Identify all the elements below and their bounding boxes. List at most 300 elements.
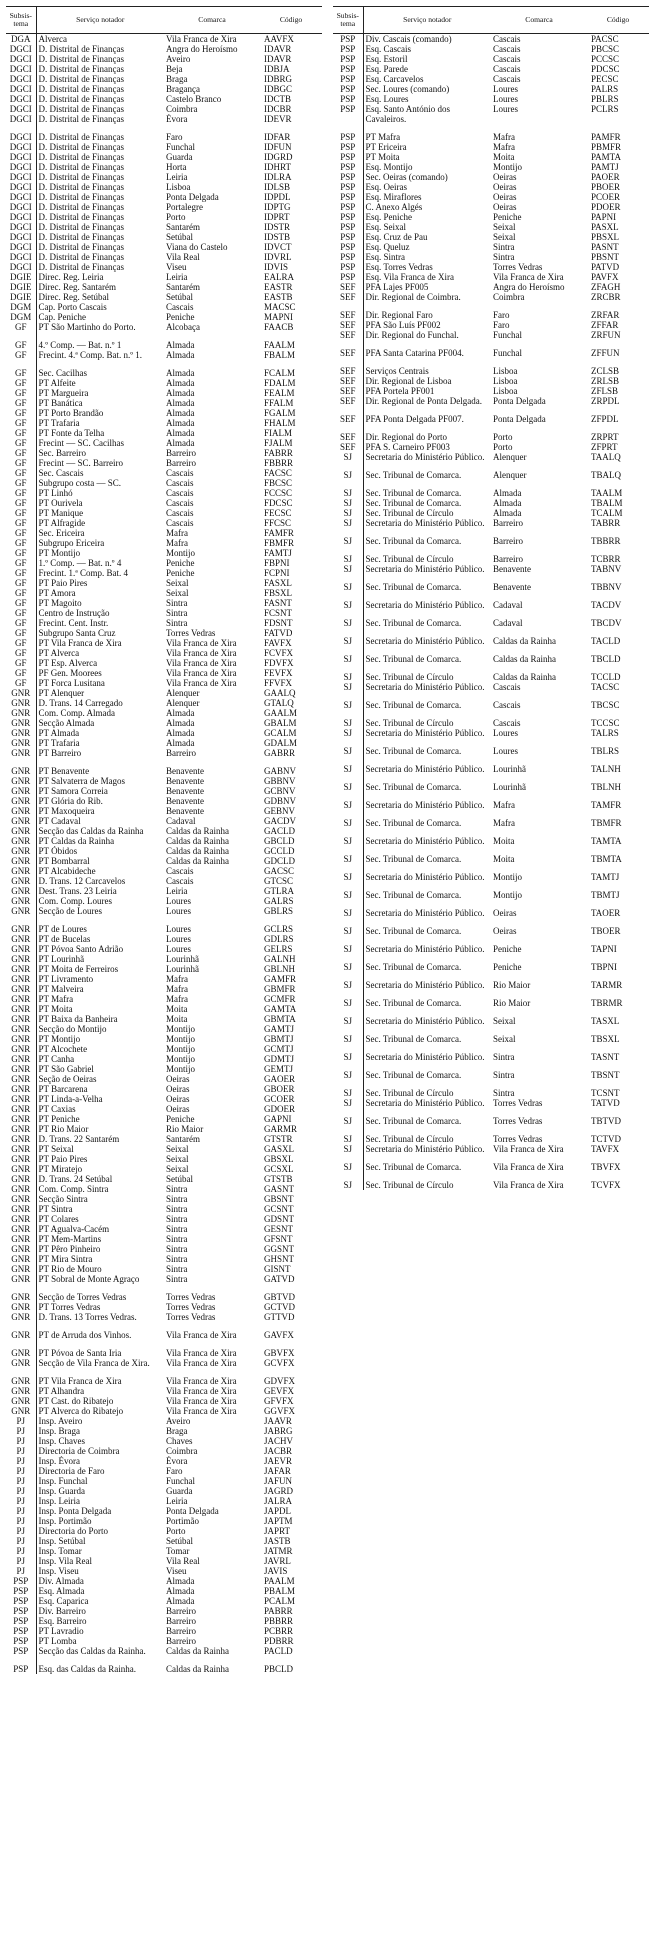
comarca-cell: Torres Vedras <box>493 262 543 272</box>
table-row <box>6 1302 322 1312</box>
subsistema-cell: DGCI <box>6 262 36 272</box>
subsistema-cell: DGCI <box>6 172 36 182</box>
servico-cell: PFA Ponta Delgada PF007. <box>365 414 464 424</box>
servico-cell: D. Distrital de Finanças <box>38 84 124 94</box>
servico-cell: Subgrupo Ericeira <box>38 538 105 548</box>
table-row <box>333 610 649 628</box>
subsistema-cell: SJ <box>333 692 363 710</box>
subsistema-cell: SEF <box>333 330 363 340</box>
comarca-cell: Sintra <box>166 1264 188 1274</box>
table-row <box>333 1080 649 1098</box>
subsistema-cell: SJ <box>333 546 363 564</box>
comarca-cell: Angra do Heroísmo <box>493 282 565 292</box>
servico-cell: Sec. Ericeira <box>38 528 85 538</box>
codigo-cell: ZRCBR <box>591 292 621 302</box>
table-row <box>333 1126 649 1144</box>
servico-cell: Secção Almada <box>38 718 95 728</box>
servico-cell: Dir. Regional de Lisboa <box>365 376 452 386</box>
table-row <box>333 882 649 900</box>
comarca-cell: Peniche <box>166 568 195 578</box>
codigo-cell: GCCLD <box>264 846 295 856</box>
table-row <box>333 222 649 232</box>
subsistema-cell: GNR <box>6 1224 36 1234</box>
codigo-cell: FAMFR <box>264 528 294 538</box>
subsistema-cell: GNR <box>6 1386 36 1396</box>
codigo-cell: GCLRS <box>264 924 294 934</box>
subsistema-cell: SJ <box>333 646 363 664</box>
codigo-cell: GABRR <box>264 748 296 758</box>
servico-cell: Frecint — SC. Cacilhas <box>38 438 124 448</box>
table-row <box>6 282 322 292</box>
table-row <box>6 152 322 162</box>
comarca-cell: Vila Franca de Xira <box>493 272 564 282</box>
codigo-cell: GDSNT <box>264 1214 295 1224</box>
table-row <box>333 564 649 574</box>
comarca-cell: Alcobaça <box>166 322 200 332</box>
comarca-cell: Montijo <box>493 872 523 882</box>
servico-cell: Secretaria do Ministério Público. <box>365 800 485 810</box>
servico-cell: PT Moita de Ferreiros <box>38 964 119 974</box>
comarca-cell: Loures <box>493 94 518 104</box>
table-row <box>333 94 649 104</box>
comarca-cell: Caldas da Rainha <box>166 1664 229 1674</box>
codigo-cell: FBPNI <box>264 558 290 568</box>
servico-cell: D. Distrital de Finanças <box>38 232 124 242</box>
comarca-cell: Montijo <box>493 890 523 900</box>
servico-cell: PT Ericeira <box>365 142 407 152</box>
comarca-cell: Porto <box>166 212 186 222</box>
servico-cell: Sec. Tribunal de Comarca. <box>365 782 462 792</box>
codigo-cell: ZFLSB <box>591 386 619 396</box>
codigo-cell: GTALQ <box>264 698 294 708</box>
subsistema-cell: PJ <box>6 1446 36 1456</box>
comarca-cell: Seixal <box>493 222 516 232</box>
servico-cell: PFA S. Carneiro PF003 <box>365 442 450 452</box>
table-row <box>333 480 649 498</box>
codigo-cell: GELRS <box>264 944 293 954</box>
table-row <box>333 386 649 396</box>
subsistema-cell: SJ <box>333 990 363 1008</box>
codigo-cell: GBMTJ <box>264 1034 294 1044</box>
codigo-cell: ZCLSB <box>591 366 620 376</box>
comarca-cell: Almada <box>166 708 195 718</box>
codigo-cell: GCTVD <box>264 1302 295 1312</box>
subsistema-cell: PSP <box>6 1596 36 1606</box>
table-row <box>6 1264 322 1274</box>
subsistema-cell: SJ <box>333 664 363 682</box>
subsistema-cell: GNR <box>6 866 36 876</box>
codigo-cell: IDPRT <box>264 212 290 222</box>
servico-cell: Secretaria do Ministério Público. <box>365 1098 485 1108</box>
codigo-cell: MAPNI <box>264 312 294 322</box>
comarca-cell: Vila Franca de Xira <box>493 1162 564 1172</box>
subsistema-cell: PSP <box>333 252 363 262</box>
subsistema-cell: PJ <box>6 1536 36 1546</box>
servico-cell: D. Distrital de Finanças <box>38 182 124 192</box>
servico-cell: PT Sobral de Monte Agraço <box>38 1274 140 1284</box>
comarca-cell: Sintra <box>166 1244 188 1254</box>
servico-cell: PF Gen. Moorees <box>38 668 102 678</box>
table-row <box>6 786 322 796</box>
codigo-cell: TAALM <box>591 488 623 498</box>
codigo-cell: GHSNT <box>264 1254 295 1264</box>
subsistema-cell: GF <box>6 498 36 508</box>
subsistema-cell: PJ <box>6 1416 36 1426</box>
table-row <box>6 1646 322 1656</box>
comarca-cell: Viseu <box>166 262 187 272</box>
comarca-cell: Peniche <box>166 1114 195 1124</box>
comarca-cell: Montijo <box>166 1044 196 1054</box>
subsistema-cell: DGCI <box>6 84 36 94</box>
comarca-cell: Cadaval <box>493 600 523 610</box>
codigo-cell: GBALM <box>264 718 297 728</box>
codigo-cell: IDVRL <box>264 252 292 262</box>
table-row <box>333 54 649 64</box>
subsistema-cell: GNR <box>6 954 36 964</box>
table-row <box>6 508 322 518</box>
servico-cell: Subgrupo costa — SC. <box>38 478 122 488</box>
comarca-cell: Montijo <box>493 162 523 172</box>
table-row <box>6 1114 322 1124</box>
comarca-cell: Cascais <box>166 866 194 876</box>
servico-cell: PT Margueira <box>38 388 89 398</box>
codigo-cell: IDFUN <box>264 142 292 152</box>
subsistema-cell: DGIE <box>6 282 36 292</box>
subsistema-cell: DGCI <box>6 222 36 232</box>
codigo-cell: GCVFX <box>264 1358 295 1368</box>
subsistema-cell: SJ <box>333 828 363 846</box>
subsistema-cell: GNR <box>6 964 36 974</box>
table-row <box>333 452 649 462</box>
subsistema-cell: GF <box>6 678 36 688</box>
servico-cell: Esq. Miraflores <box>365 192 422 202</box>
codigo-cell: GFSNT <box>264 1234 293 1244</box>
comarca-cell: Almada <box>166 388 195 398</box>
table-row <box>6 1104 322 1114</box>
table-row <box>333 682 649 692</box>
codigo-cell: GAMTJ <box>264 1024 295 1034</box>
comarca-cell: Barreiro <box>166 1626 196 1636</box>
subsistema-cell: SJ <box>333 1172 363 1190</box>
table-row <box>333 44 649 54</box>
servico-cell: Sec. Tribunal de Comarca. <box>365 1116 462 1126</box>
codigo-cell: EASTR <box>264 282 293 292</box>
table-row <box>333 172 649 182</box>
subsistema-cell: SEF <box>333 442 363 452</box>
comarca-cell: Vila Franca de Xira <box>166 1386 237 1396</box>
servico-cell: D. Trans. 12 Carcavelos <box>38 876 126 886</box>
servico-cell: PT Mira Sintra <box>38 1254 93 1264</box>
table-row <box>6 1322 322 1340</box>
comarca-cell: Loures <box>493 728 518 738</box>
subsistema-cell: DGCI <box>6 162 36 172</box>
codigo-cell: JAFAR <box>264 1466 291 1476</box>
subsistema-cell: DGCI <box>6 182 36 192</box>
servico-cell: Sec. Tribunal de Comarca. <box>365 654 462 664</box>
codigo-cell: TACDV <box>591 600 622 610</box>
servico-cell: PT Malveira <box>38 984 84 994</box>
comarca-cell: Cascais <box>166 478 194 488</box>
table-row <box>333 592 649 610</box>
codigo-cell: FDSNT <box>264 618 293 628</box>
subsistema-cell: PSP <box>6 1576 36 1586</box>
table-row <box>6 1034 322 1044</box>
codigo-cell: PASNT <box>591 242 619 252</box>
servico-cell: Insp. Setúbal <box>38 1536 86 1546</box>
codigo-cell: AAVFX <box>264 34 294 44</box>
table-row <box>6 202 322 212</box>
codigo-cell: FAALM <box>264 340 295 350</box>
codigo-cell: PCALM <box>264 1596 296 1606</box>
table-row <box>333 142 649 152</box>
comarca-cell: Santarém <box>166 222 200 232</box>
subsistema-cell: GNR <box>6 1044 36 1054</box>
subsistema-cell: SJ <box>333 710 363 728</box>
servico-cell: D. Distrital de Finanças <box>38 142 124 152</box>
servico-cell: Insp. Aveiro <box>38 1416 83 1426</box>
servico-cell: PT de Bucelas <box>38 934 91 944</box>
servico-cell: PT Linda-a-Velha <box>38 1094 103 1104</box>
table-row <box>6 172 322 182</box>
comarca-cell: Braga <box>166 1426 188 1436</box>
servico-cell: Div. Almada <box>38 1576 84 1586</box>
servico-cell: 4.º Comp. — Bat. n.º 1 <box>38 340 122 350</box>
codigo-cell: GASNT <box>264 1184 295 1194</box>
table-row <box>6 1626 322 1636</box>
table-row <box>6 708 322 718</box>
table-row <box>6 944 322 954</box>
table-row <box>6 984 322 994</box>
table-row <box>6 916 322 934</box>
servico-cell: D. Distrital de Finanças <box>38 202 124 212</box>
comarca-cell: Torres Vedras <box>166 1312 216 1322</box>
table-row <box>6 162 322 172</box>
codigo-cell: IDFAR <box>264 132 291 142</box>
codigo-cell: TACSC <box>591 682 620 692</box>
comarca-cell: Benavente <box>166 806 204 816</box>
table-row <box>6 1244 322 1254</box>
subsistema-cell: SJ <box>333 810 363 828</box>
comarca-cell: Braga <box>166 74 188 84</box>
codigo-cell: MACSC <box>264 302 296 312</box>
codigo-cell: FJALM <box>264 438 293 448</box>
subsistema-cell: GF <box>6 608 36 618</box>
servico-cell: Insp. Évora <box>38 1456 80 1466</box>
table-row <box>333 302 649 320</box>
servico-cell: Esq. Almada <box>38 1586 85 1596</box>
subsistema-cell: GF <box>6 528 36 538</box>
table-row <box>333 990 649 1008</box>
subsistema-cell: DGCI <box>6 142 36 152</box>
comarca-cell: Almada <box>166 428 195 438</box>
servico-cell: Div. Cascais (comando) <box>365 34 452 44</box>
table-row <box>6 1224 322 1234</box>
comarca-cell: Faro <box>493 310 510 320</box>
servico-cell: Direc. Reg. Santarém <box>38 282 116 292</box>
codigo-cell: TBCDV <box>591 618 622 628</box>
codigo-cell: PABRR <box>264 1606 293 1616</box>
servico-cell: D. Distrital de Finanças <box>38 172 124 182</box>
comarca-cell: Loures <box>493 84 518 94</box>
table-row <box>6 262 322 272</box>
servico-cell: PFA Lajes PF005 <box>365 282 429 292</box>
servico-cell: PT Pêro Pinheiro <box>38 1244 101 1254</box>
comarca-cell: Sintra <box>493 252 515 262</box>
table-row <box>333 546 649 564</box>
subsistema-cell: GNR <box>6 934 36 944</box>
codigo-cell: PECSC <box>591 74 619 84</box>
codigo-cell: TBMFR <box>591 818 622 828</box>
subsistema-cell: GNR <box>6 906 36 916</box>
servico-cell: Sec. Tribunal de Comarca. <box>365 962 462 972</box>
codigo-cell: PBSXL <box>591 232 620 242</box>
subsistema-cell: GNR <box>6 786 36 796</box>
codigo-cell: TAMFR <box>591 800 622 810</box>
codigo-cell: JACBR <box>264 1446 293 1456</box>
subsistema-cell: GNR <box>6 994 36 1004</box>
table-row <box>333 954 649 972</box>
subsistema-cell: PSP <box>333 44 363 54</box>
servico-cell: Secção das Caldas da Rainha. <box>38 1646 146 1656</box>
table-row <box>6 458 322 468</box>
table-row <box>6 806 322 816</box>
codigo-cell: TCALM <box>591 508 623 518</box>
subsistema-cell: GF <box>6 398 36 408</box>
comarca-cell: Cascais <box>166 468 194 478</box>
servico-cell: PT São Gabriel <box>38 1064 94 1074</box>
table-row <box>6 1516 322 1526</box>
subsistema-cell: SJ <box>333 882 363 900</box>
comarca-cell: Mafra <box>493 800 515 810</box>
codigo-cell: GCMTJ <box>264 1044 294 1054</box>
table-row <box>6 1094 322 1104</box>
table-header <box>333 7 649 34</box>
subsistema-cell: GNR <box>6 1406 36 1416</box>
servico-cell: Esq. Montijo <box>365 162 413 172</box>
codigo-cell: GDMTJ <box>264 1054 295 1064</box>
table-row <box>6 1064 322 1074</box>
servico-cell: PT Magoito <box>38 598 82 608</box>
comarca-cell: Castelo Branco <box>166 94 222 104</box>
servico-cell: PT Cadaval <box>38 816 81 826</box>
codigo-cell: FCPNI <box>264 568 290 578</box>
codigo-cell: ZFAGH <box>591 282 621 292</box>
table-row <box>333 574 649 592</box>
table-row <box>6 1204 322 1214</box>
codigo-cell: JAPDL <box>264 1506 292 1516</box>
servico-cell: Frecint. 4.ª Comp. Bat. n.º 1. <box>38 350 143 360</box>
subsistema-cell: PJ <box>6 1506 36 1516</box>
servico-cell: D. Distrital de Finanças <box>38 54 124 64</box>
subsistema-cell: PSP <box>333 34 363 45</box>
subsistema-cell: PSP <box>6 1616 36 1626</box>
table-row <box>6 1054 322 1064</box>
table-row <box>6 718 322 728</box>
comarca-cell: Guarda <box>166 152 193 162</box>
servico-cell: Secretaria do Ministério Público. <box>365 836 485 846</box>
codigo-cell: GASXL <box>264 1144 295 1154</box>
codigo-cell: TBBRR <box>591 536 621 546</box>
table-row <box>6 1194 322 1204</box>
table-row <box>6 648 322 658</box>
servico-cell: PT Alfeite <box>38 378 76 388</box>
codigo-cell: GTSTB <box>264 1174 293 1184</box>
table-row <box>333 262 649 272</box>
subsistema-cell: PSP <box>6 1656 36 1674</box>
servico-cell: D. Trans. 22 Santarém <box>38 1134 120 1144</box>
table-row <box>6 1416 322 1426</box>
servico-cell: Sec. Cascais <box>38 468 84 478</box>
comarca-cell: Almada <box>166 350 195 360</box>
subsistema-cell: GF <box>6 388 36 398</box>
subsistema-cell: SJ <box>333 774 363 792</box>
comarca-cell: Caldas da Rainha <box>493 654 556 664</box>
servico-cell: PT Bombarral <box>38 856 90 866</box>
comarca-cell: Loures <box>493 104 518 114</box>
comarca-cell: Ponta Delgada <box>493 414 546 424</box>
table-row <box>6 934 322 944</box>
table-row <box>6 1576 322 1586</box>
codigo-cell: ZRPRT <box>591 432 619 442</box>
codigo-cell: FHALM <box>264 418 296 428</box>
table-row <box>6 836 322 846</box>
servico-cell: PT Seixal <box>38 1144 74 1154</box>
subsistema-cell: PSP <box>333 262 363 272</box>
comarca-cell: Portalegre <box>166 202 203 212</box>
comarca-cell: Caldas da Rainha <box>493 636 556 646</box>
servico-cell: Direc. Reg. Setúbal <box>38 292 109 302</box>
codigo-cell: PDBRR <box>264 1636 294 1646</box>
servico-cell: Insp. Braga <box>38 1426 80 1436</box>
comarca-cell: Cascais <box>166 518 194 528</box>
subsistema-cell: GNR <box>6 738 36 748</box>
table-row <box>333 1008 649 1026</box>
comarca-cell: Lourinhã <box>166 964 199 974</box>
table-row <box>6 964 322 974</box>
table-row <box>333 292 649 302</box>
servico-cell: D. Trans. 14 Carregado <box>38 698 123 708</box>
comarca-cell: Lourinhã <box>493 764 526 774</box>
subsistema-cell: PSP <box>333 232 363 242</box>
subsistema-cell: SEF <box>333 282 363 292</box>
servico-cell: PT Agualva-Cacém <box>38 1224 110 1234</box>
table-row <box>333 406 649 424</box>
subsistema-cell: DGCI <box>6 212 36 222</box>
comarca-cell: Torres Vedras <box>166 1302 216 1312</box>
table-row <box>333 756 649 774</box>
comarca-cell: Vila Franca de Xira <box>166 1348 237 1358</box>
table-row <box>6 816 322 826</box>
comarca-cell: Lisboa <box>493 376 518 386</box>
subsistema-cell: DGCI <box>6 242 36 252</box>
comarca-cell: Caldas da Rainha <box>493 672 556 682</box>
codigo-cell: IDLSB <box>264 182 291 192</box>
subsistema-cell: PJ <box>6 1526 36 1536</box>
servico-cell: Sec. Oeiras (comando) <box>365 172 448 182</box>
codigo-cell: TABRR <box>591 518 621 528</box>
codigo-cell: GBSXL <box>264 1154 294 1164</box>
servico-cell: Sec. Tribunal de Comarca. <box>365 926 462 936</box>
comarca-cell: Évora <box>166 114 188 124</box>
codigo-cell: TARMR <box>591 980 623 990</box>
subsistema-cell: SJ <box>333 528 363 546</box>
servico-cell: PT Maxoqueira <box>38 806 95 816</box>
servico-cell: Dir. Regional de Ponta Delgada. <box>365 396 482 406</box>
table-row <box>6 1284 322 1302</box>
servico-cell: PT Barcarena <box>38 1084 88 1094</box>
table-row <box>6 1426 322 1436</box>
servico-cell: Esq. Estoril <box>365 54 408 64</box>
